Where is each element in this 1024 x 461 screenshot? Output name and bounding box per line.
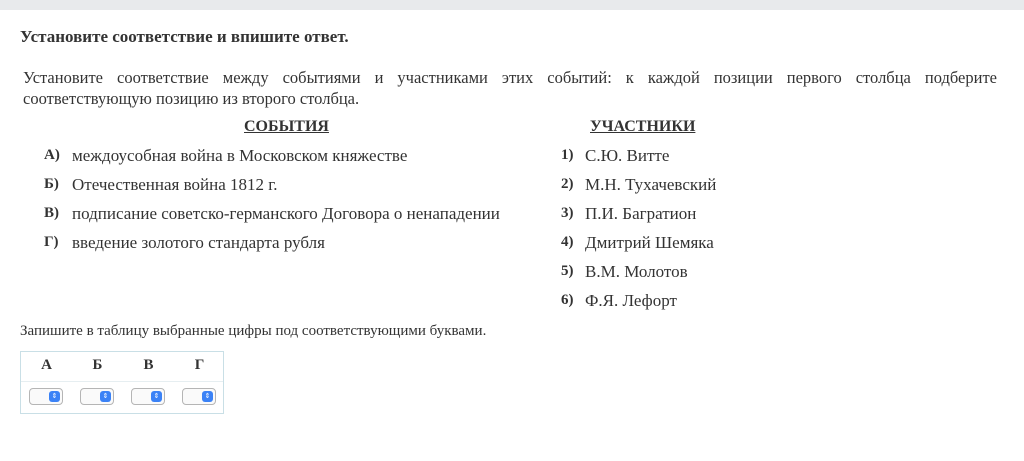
participant-key: 3) bbox=[561, 205, 574, 221]
answer-select-v[interactable] bbox=[131, 388, 165, 405]
up-down-chevron-icon: ⇕ bbox=[151, 391, 162, 402]
participant-text: Дмитрий Шемяка bbox=[585, 233, 714, 252]
participant-key: 6) bbox=[561, 292, 574, 308]
events-column-header: СОБЫТИЯ bbox=[244, 118, 329, 135]
answer-select-a[interactable] bbox=[29, 388, 63, 405]
event-text: междоусобная война в Московском княжестве bbox=[72, 146, 408, 165]
participants-column-header: УЧАСТНИКИ bbox=[590, 118, 696, 135]
event-key: А) bbox=[44, 147, 60, 163]
top-bar bbox=[0, 0, 1024, 10]
participant-text: П.И. Багратион bbox=[585, 204, 697, 223]
answer-select-g[interactable] bbox=[182, 388, 216, 405]
answer-cell-v bbox=[123, 352, 174, 415]
participant-text: С.Ю. Витте bbox=[585, 146, 670, 165]
participant-key: 2) bbox=[561, 176, 574, 192]
answer-select-b[interactable] bbox=[80, 388, 114, 405]
event-key: В) bbox=[44, 205, 59, 221]
answer-prompt: Запишите в таблицу выбранные цифры под соответствующими буквами. bbox=[20, 323, 487, 339]
participant-text: В.М. Молотов bbox=[585, 262, 688, 281]
answer-letter: Г bbox=[194, 357, 205, 373]
participant-key: 5) bbox=[561, 263, 574, 279]
event-text: подписание советско-германского Договора о ненападении bbox=[72, 204, 500, 223]
answer-cell-b bbox=[72, 352, 123, 415]
task-instruction: Установите соответствие между событиями и участниками этих событий: к каждой позиции первого столбца подберите соответствующую позицию из второго столбца. bbox=[23, 68, 997, 108]
participant-key: 1) bbox=[561, 147, 574, 163]
event-key: Б) bbox=[44, 176, 59, 192]
event-text: введение золотого стандарта рубля bbox=[72, 233, 325, 252]
answer-letter: Б bbox=[92, 357, 103, 373]
task-heading: Установите соответствие и впишите ответ. bbox=[20, 27, 349, 46]
answer-table bbox=[20, 351, 224, 414]
answer-cell-a bbox=[21, 352, 72, 415]
answer-cell-g bbox=[174, 352, 225, 415]
participant-text: Ф.Я. Лефорт bbox=[585, 291, 677, 310]
participant-key: 4) bbox=[561, 234, 574, 250]
up-down-chevron-icon: ⇕ bbox=[100, 391, 111, 402]
event-text: Отечественная война 1812 г. bbox=[72, 175, 278, 194]
event-key: Г) bbox=[44, 234, 59, 250]
answer-letter: А bbox=[41, 357, 52, 373]
up-down-chevron-icon: ⇕ bbox=[202, 391, 213, 402]
up-down-chevron-icon: ⇕ bbox=[49, 391, 60, 402]
answer-letter: В bbox=[143, 357, 154, 373]
participant-text: М.Н. Тухачевский bbox=[585, 175, 717, 194]
